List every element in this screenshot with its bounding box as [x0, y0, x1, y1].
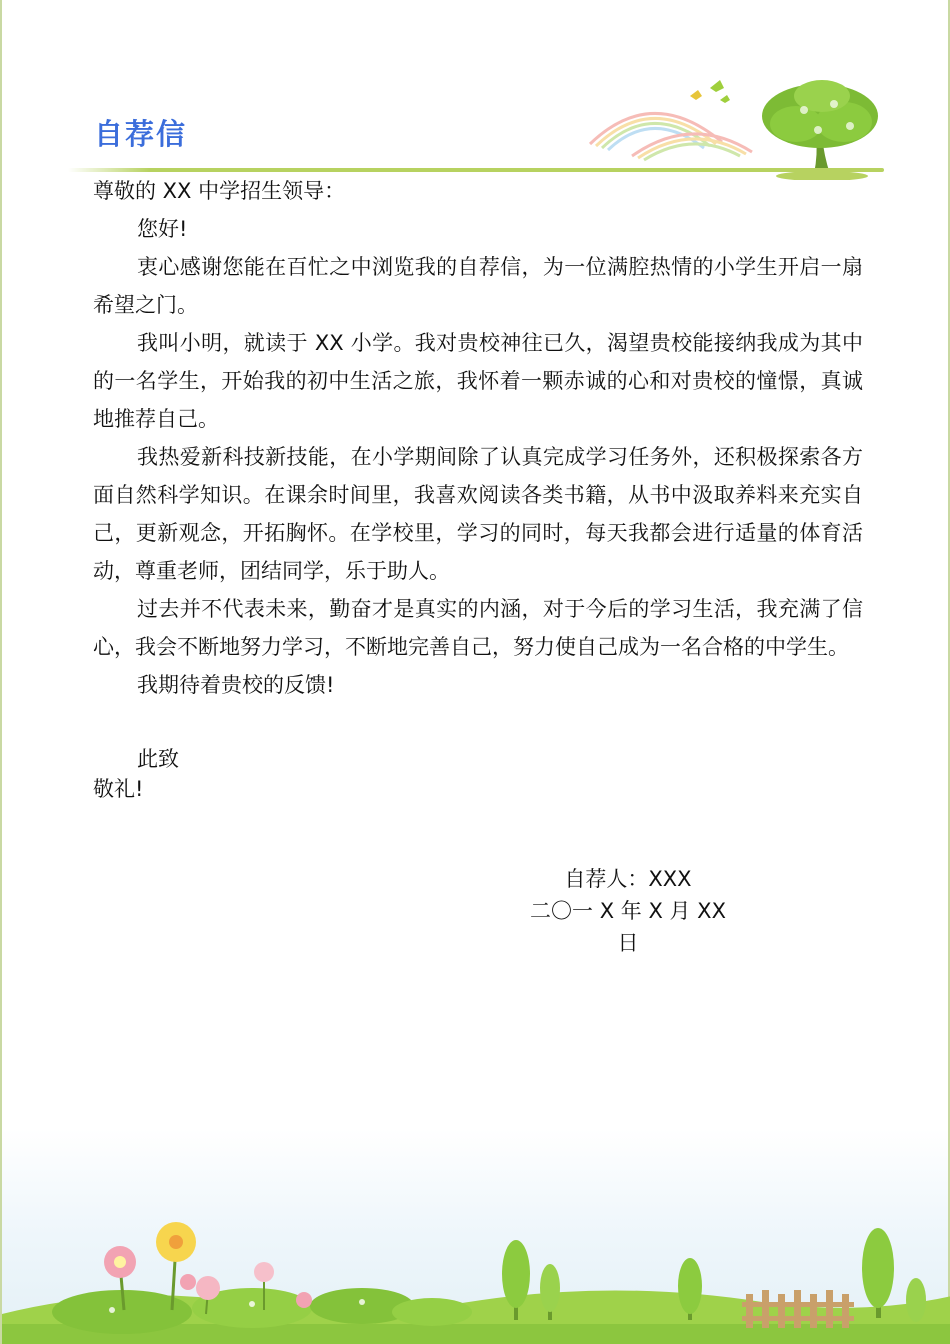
header-decoration — [582, 74, 892, 180]
closing-salute: 敬礼! — [93, 777, 144, 801]
paragraph-3: 我热爱新科技新技能，在小学期间除了认真完成学习任务外，还积极探索各方面自然科学知识。在课余时间里，我喜欢阅读各类书籍，从书中汲取养料来充实自己，更新观念，开拓胸怀。在学校里，学习的同时，每天我都会进行适量的体育活动，尊重老师，团结同学，乐于助人。 — [93, 445, 863, 583]
letter-body — [93, 172, 863, 808]
rainbow-icon — [590, 113, 752, 160]
page-title: 自荐信 — [94, 117, 188, 151]
paragraph-4: 过去并不代表未来，勤奋才是真实的内涵，对于今后的学习生活，我充满了信心，我会不断地努力学习，不断地完善自己，努力使自己成为一名合格的中学生。 — [93, 597, 863, 659]
letter-date: 二〇一 X 年 X 月 XX 日 — [530, 899, 726, 955]
signer: 自荐人：XXX — [564, 867, 692, 891]
paragraph-1: 衷心感谢您能在百忙之中浏览我的自荐信，为一位满腔热情的小学生开启一扇希望之门。 — [93, 255, 863, 317]
bird-icon — [690, 80, 730, 103]
signature-block — [518, 863, 738, 959]
greeting: 尊敬的 XX 中学招生领导： — [93, 179, 346, 203]
paragraph-2: 我叫小明，就读于 XX 小学。我对贵校神往已久，渴望贵校能接纳我成为其中的一名学生，开始我的初中生活之旅，我怀着一颗赤诚的心和对贵校的憧憬，真诚地推荐自己。 — [93, 331, 863, 431]
closing-phrase: 此致 — [137, 747, 179, 771]
footer-decoration — [2, 1124, 950, 1344]
tree-icon — [762, 80, 878, 180]
paragraph-5: 我期待着贵校的反馈! — [137, 673, 335, 697]
salutation: 您好! — [137, 217, 188, 241]
